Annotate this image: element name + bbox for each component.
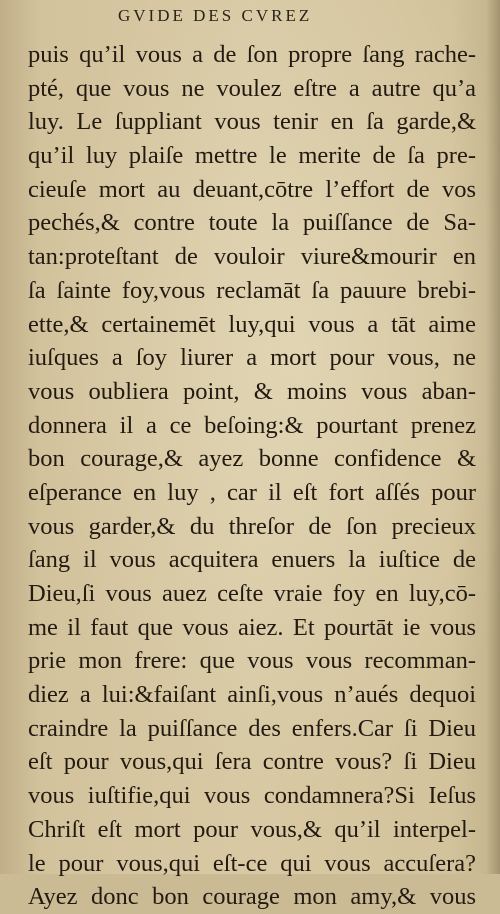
text-line: iuſques a ſoy liurer a mort pour vous, ne [28,344,476,372]
page-edge-shadow [486,0,500,874]
text-line: prie mon frere: que vous vous recomman- [28,647,476,675]
text-line: Dieu,ſi vous auez ceſte vraie foy en luy,cō- [28,580,476,607]
text-line: diez a lui:&faiſant ainſi,vous n’aués dequoi [28,681,476,709]
text-line: vous iuſtifie,qui vous condamnera?Si Ieſus [28,782,476,810]
text-line: craindre la puiſſance des enfers.Car ſi Dieu [28,714,476,742]
text-line: eſt pour vous,qui ſera contre vous? ſi Dieu [28,748,476,776]
running-head: GVIDE DES CVREZ [118,6,313,25]
text-line: qu’il luy plaiſe mettre le merite de ſa pre- [28,142,476,170]
text-line: tan:proteſtant de vouloir viure&mourir en [28,243,476,271]
text-line: pté, que vous ne voulez eſtre a autre qu’a [28,74,476,102]
text-line: vous oubliera point, & moins vous aban- [28,377,476,405]
text-line: ſang il vous acquitera enuers la iuſtice de [28,546,476,574]
text-line: ette,& certainemēt luy,qui vous a tāt aime [28,310,476,338]
text-line: eſperance en luy , car il eſt fort aſſés pour [28,478,476,506]
text-line: Ayez donc bon courage mon amy,& vous [28,883,476,911]
text-line: Chriſt eſt mort pour vous,& qu’il interpel- [28,815,476,843]
body-text [28,38,476,914]
text-line: donnera il a ce beſoing:& pourtant prenez [28,411,476,439]
text-line: le pour vous,qui eſt-ce qui vous accuſera? [28,849,476,877]
text-line: ſa ſainte foy,vous reclamāt ſa pauure brebi- [28,276,476,304]
text-line: bon courage,& ayez bonne confidence & [28,445,476,473]
text-line: me il faut que vous aiez. Et pourtāt ie vous [28,613,476,641]
text-line: vous garder,& du threſor de ſon precieux [28,512,476,540]
text-line: luy. Le ſuppliant vous tenir en ſa garde,& [28,108,476,136]
text-line: puis qu’il vous a de ſon propre ſang rache- [28,41,476,68]
text-line: cieuſe mort au deuant,cōtre l’effort de vos [28,175,476,203]
text-line: pechés,& contre toute la puiſſance de Sa- [28,209,476,237]
